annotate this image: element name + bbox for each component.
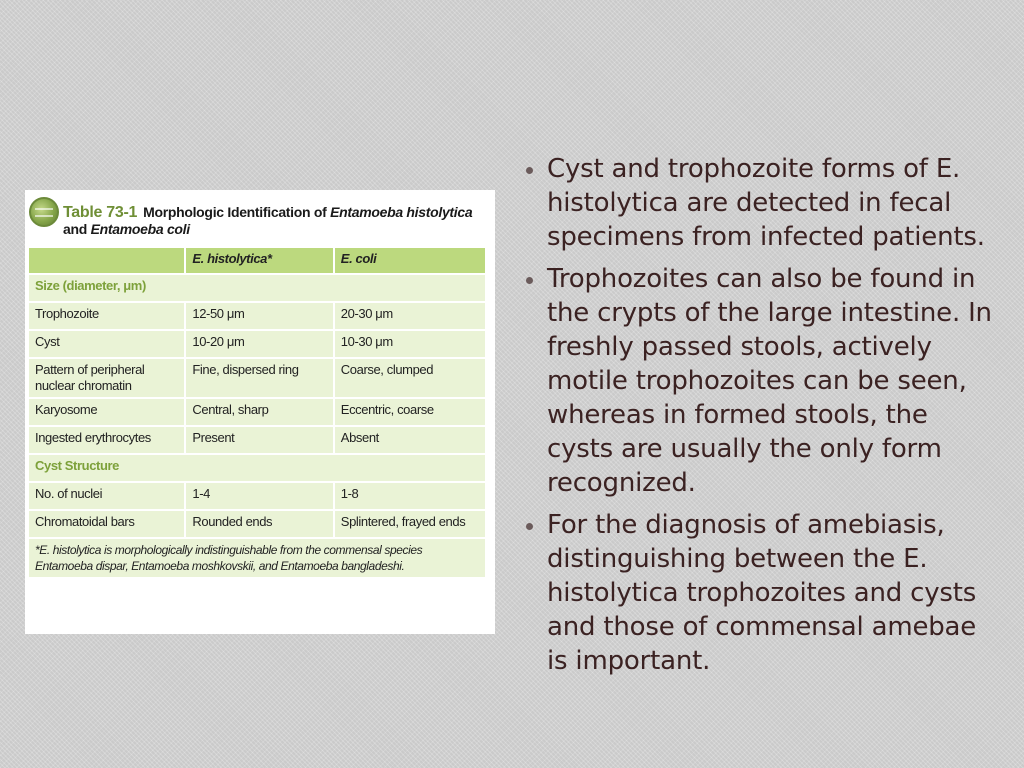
cell-eh: Rounded ends [184, 511, 332, 537]
row-label: Cyst [29, 331, 184, 357]
table-header [29, 194, 485, 246]
cell-ec: 10-30 μm [333, 331, 485, 357]
table-row [29, 331, 485, 357]
section-title: Size (diameter, μm) [29, 275, 485, 301]
row-label: Trophozoite [29, 303, 184, 329]
table-header-row [29, 248, 485, 273]
table-row [29, 399, 485, 425]
morphology-table [29, 246, 485, 579]
footnote-row [29, 539, 485, 577]
section-row-size [29, 275, 485, 301]
cell-ec: Coarse, clumped [333, 359, 485, 397]
caption-mid: and [63, 221, 91, 237]
bullet-text: Trophozoites can also be found in the crypts of the large intestine. In freshly passed stools, actively motile trophozoites can be seen, whereas in formed stools, the cysts are usually the only form recognized. [547, 264, 992, 498]
row-label: Ingested erythrocytes [29, 427, 184, 453]
cell-eh: 1-4 [184, 483, 332, 509]
bullet-dot-icon [526, 277, 533, 284]
table-footnote: *E. histolytica is morphologically indistinguishable from the commensal species Entamoeba dispar, Entamoeba moshkovskii, and Entamoeba bangladeshi. [29, 539, 485, 577]
cell-ec: 20-30 μm [333, 303, 485, 329]
bullet-text: For the diagnosis of amebiasis, distinguishing between the E. histolytica trophozoites and cysts and those of commensal amebae is important. [547, 510, 977, 676]
row-label: No. of nuclei [29, 483, 184, 509]
table-row [29, 303, 485, 329]
table-image [25, 190, 495, 634]
cell-eh: Fine, dispersed ring [184, 359, 332, 397]
column-header: E. coli [333, 248, 485, 273]
bullet-item [522, 262, 992, 500]
table-row [29, 483, 485, 509]
section-title: Cyst Structure [29, 455, 485, 481]
table-row [29, 511, 485, 537]
table-caption [63, 194, 485, 238]
caption-species-1: Entamoeba histolytica [330, 204, 473, 220]
table-row [29, 427, 485, 453]
table-row [29, 359, 485, 397]
bullet-dot-icon [526, 523, 533, 530]
column-header: E. histolytica* [184, 248, 332, 273]
bullet-list [522, 152, 992, 686]
caption-prefix: Morphologic Identification of [143, 204, 331, 220]
bullet-item [522, 152, 992, 254]
cell-eh: 10-20 μm [184, 331, 332, 357]
row-label: Chromatoidal bars [29, 511, 184, 537]
row-label: Karyosome [29, 399, 184, 425]
cell-eh: 12-50 μm [184, 303, 332, 329]
cell-ec: Absent [333, 427, 485, 453]
cell-ec: 1-8 [333, 483, 485, 509]
caption-species-2: Entamoeba coli [90, 221, 190, 237]
bullet-text: Cyst and trophozoite forms of E. histolytica are detected in fecal specimens from infected patients. [547, 154, 985, 252]
cell-eh: Present [184, 427, 332, 453]
table-number: Table 73-1 [63, 204, 138, 221]
bullet-item [522, 508, 992, 678]
bullet-dot-icon [526, 167, 533, 174]
cell-ec: Eccentric, coarse [333, 399, 485, 425]
column-header [29, 248, 184, 273]
section-row-cyst [29, 455, 485, 481]
globe-icon [29, 197, 59, 227]
cell-ec: Splintered, frayed ends [333, 511, 485, 537]
row-label: Pattern of peripheral nuclear chromatin [29, 359, 184, 397]
cell-eh: Central, sharp [184, 399, 332, 425]
